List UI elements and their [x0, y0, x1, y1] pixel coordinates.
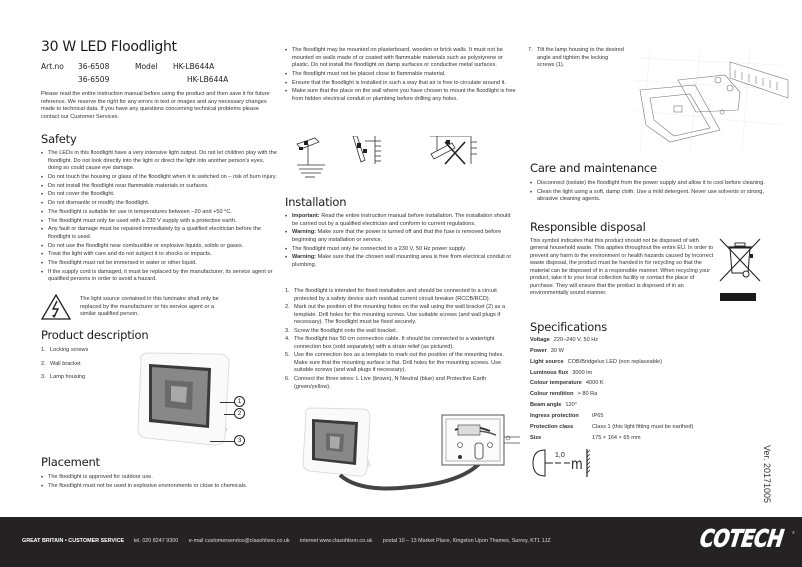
- spec-row: Size 175 × 164 × 65 mm: [530, 434, 641, 441]
- installation-warning: • The floodlight must only be connected to a 230 V, 50 Hz power supply.: [285, 246, 517, 254]
- safety-item: • The floodlight must not be immersed in water or other liquid.: [41, 260, 279, 268]
- registered-mark: ®: [792, 530, 795, 535]
- spec-row: Colour temperature 4000 K: [530, 380, 604, 387]
- mounting-item: • The floodlight may be mounted on plasterboard, wooden or brick walls. It must not be mounted on walls made of or coated with flammable materials such as polystyrene or plastic. Do not install the floodlight on damp surfaces or conductive metal surfaces.: [285, 47, 517, 70]
- mounting-list: [285, 47, 517, 105]
- installation-step: 5. Use the connection box as a template to mark out the position of the mounting holes. Make sure that the mounting surface is flat. Drill holes for the mounting screws. Use suitable screws (and wall plugs if necessary).: [285, 352, 504, 374]
- safety-item: • Do not use the floodlight near combustible or explosive liquids, solids or gases.: [41, 243, 279, 251]
- installation-step: 1. The floodlight is intended for fixed installation and should be connected to a circuit protected by a safety device such residual current circuit breaker (RCCB/RCD).: [285, 288, 497, 302]
- model-2: HK-LB644A: [187, 75, 229, 84]
- installation-step: 2. Mark out the position of the mounting holes on the wall using the wall bracket (2) as a template. Drill holes for the mounting screws. Use suitable screws (and wall plugs if necessary). The floodlight must be fixed securely.: [285, 304, 506, 326]
- disposal-heading: Responsible disposal: [530, 220, 646, 234]
- weee-bin-icon: [718, 237, 762, 283]
- part-item: 2. Wall bracket: [41, 360, 81, 367]
- safety-item: • Treat the light with care and do not subject it to shocks or impacts.: [41, 251, 279, 259]
- safety-item: • If the supply cord is damaged, it must be replaced by the manufacturer, its service agent or qualified persons in order to avoid a hazard.: [41, 269, 279, 284]
- disposal-text: This symbol indicates that this product should not be disposed of with general household waste. This applies throughout the entire EU. In order to prevent any harm to the environment or health hazards caused by incorrect waste disposal, the product must be handed in for recycling so that the material can be disposed of in a responsible manner. When recycling your product, take it to your local collection facility or contact the place of purchase. They will ensure that the product is disposed of in an environmentally sound manner.: [530, 238, 714, 296]
- spec-row: Protection class Class 1 (this light fitting must be earthed): [530, 423, 694, 430]
- safety-item: • Do not install the floodlight near flammable materials or surfaces.: [41, 183, 279, 191]
- installation-step: 7. Tilt the lamp housing to the desired angle and tighten the locking screws (1).: [528, 47, 624, 69]
- mounting-item: • Ensure that the floodlight is installed in such a way that air is free to circulate around it.: [285, 80, 517, 88]
- part-item: 1. Locking screws: [41, 347, 89, 353]
- safety-item: • Any fault or damage must be repaired immediately by a qualified electrician before the floodlight is used.: [41, 226, 279, 241]
- product-description-heading: Product description: [41, 328, 149, 342]
- spec-row: Voltage 220–240 V, 50 Hz: [530, 337, 599, 343]
- mounting-diagrams: [295, 136, 490, 181]
- footer: [0, 517, 802, 567]
- spec-row: Light source COB/Bridgelux LED (non replaceable): [530, 358, 663, 365]
- mounting-item: • Make sure that the place on the wall where you have chosen to mount the floodlight is free from hidden electrical conduit or plumbing before drilling any holes.: [285, 88, 517, 103]
- installation-step: 3. Screw the floodlight onto the wall bracket.: [285, 327, 398, 334]
- phone-number[interactable]: tel. 020 8247 9300: [133, 538, 179, 544]
- light-source-warning: The light source contained in this luminaire shall only be replaced by the manufacturer or his service agent or a similar qualified person.: [80, 296, 219, 318]
- weee-bar: [720, 293, 756, 301]
- spec-row: Luminous flux 3000 lm: [530, 369, 593, 376]
- safety-item: • The floodlight must only be used with a 230 V supply with a protective earth.: [41, 218, 279, 226]
- electrical-hazard-icon: [41, 294, 71, 320]
- safety-heading: Safety: [41, 132, 77, 146]
- safety-item: • Do not touch the housing or glass of the floodlight when it is switched on – risk of burn injury.: [41, 174, 279, 182]
- part-item: 3. Lamp housing: [41, 374, 86, 381]
- placement-item: • The floodlight is approved for outdoor use.: [41, 474, 281, 482]
- installation-warning: • Important: Read the entire instruction manual before installation. The installation should be carried out by a qualified electrician and conform to current regulations.: [285, 213, 517, 228]
- spec-row: Ingress protection IP65: [530, 412, 604, 419]
- callout-1: 1: [234, 396, 245, 407]
- placement-item: • The floodlight must not be used in explosive environments or close to chemicals.: [41, 483, 281, 491]
- callout-2: 2: [234, 408, 245, 419]
- website-link[interactable]: internet www.clasohlson.co.uk: [300, 538, 373, 544]
- model-1: HK-LB644A: [173, 62, 215, 71]
- distance-value: 1,0: [555, 452, 565, 459]
- placement-list: [41, 474, 281, 491]
- safety-list: [41, 150, 279, 285]
- art-number-2: 36-6509: [78, 75, 110, 84]
- installation-warning: • Warning: Make sure that the chosen wall mounting area is free from electrical conduit or plumbing.: [285, 254, 517, 269]
- installation-steps: [285, 288, 519, 392]
- distance-unit: m: [571, 455, 583, 473]
- intro-text: Please read the entire instruction manual before using the product and then save it for future reference. We reserve the right for any errors in text or images and any necessary changes made to technical data. If you have any questions concerning technical problems please contact our Customer Services.: [41, 91, 270, 120]
- safety-item: • The floodlight is suitable for use in temperatures between –20 and +50 °C.: [41, 209, 279, 217]
- specifications-table: [530, 337, 770, 445]
- art-label: Art.no: [41, 62, 64, 71]
- spec-row: Beam angle 120°: [530, 402, 577, 409]
- care-heading: Care and maintenance: [530, 161, 657, 175]
- product-parts-list: [41, 347, 121, 383]
- postal-address: postal 10 – 13 Market Place, Kingston Upon Thames, Surrey, KT1 1JZ: [382, 538, 551, 544]
- care-item: • Disconnect (isolate) the floodlight from the power supply and allow it to cool before cleaning.: [530, 180, 780, 188]
- minimum-distance-icon: [531, 447, 591, 481]
- callout-3: 3: [234, 435, 245, 446]
- installation-step: 6. Connect the three wires: L Live (brown), N Neutral (blue) and Protective Earth (green/yellow).: [285, 376, 487, 390]
- care-item: • Clean the light using a soft, damp cloth. Use a mild detergent. Never use solvents or strong, abrasive cleaning agents.: [530, 189, 780, 204]
- safety-item: • The LEDs in this floodlight have a very intensive light output. Do not let children play with the floodlight. Do not look directly into the light or direct the light into another person's eyes, doing so could cause eye damage.: [41, 150, 279, 173]
- page-title: 30 W LED Floodlight: [41, 39, 177, 55]
- floodlight-illustration: [135, 350, 235, 450]
- model-label: Model: [135, 62, 158, 71]
- safety-item: • Do not cover the floodlight.: [41, 191, 279, 199]
- region-label: GREAT BRITAIN • CUSTOMER SERVICE: [22, 538, 125, 544]
- installation-step-7: [528, 47, 624, 71]
- art-number-1: 36-6508: [78, 62, 110, 71]
- customer-service-info: [22, 538, 560, 545]
- spec-row: Colour rendition > 80 Ra: [530, 391, 598, 398]
- installation-heading: Installation: [285, 195, 347, 209]
- email-address[interactable]: e-mail customerservice@clasohlson.co.uk: [188, 538, 290, 544]
- placement-heading: Placement: [41, 455, 100, 469]
- installation-warning: • Warning: Make sure that the power is turned off and that the fuse is removed before beginning any installation or service.: [285, 229, 517, 244]
- mounting-item: • The floodlight must not be placed close to flammable material.: [285, 71, 517, 79]
- cotech-logo: COTECH: [698, 525, 785, 553]
- installation-warnings: [285, 213, 517, 271]
- wiring-illustration: [300, 405, 520, 495]
- version-label: Ver. 20171005: [762, 445, 772, 504]
- article-info: [41, 62, 281, 86]
- tilt-illustration: [630, 50, 790, 150]
- installation-step: 4. The floodlight has 50 cm connection cable. It should be connected to a watertight connection box (sold separately) with a strain relief (as pictured).: [285, 336, 495, 350]
- spec-row: Power 30 W: [530, 347, 564, 354]
- care-list: [530, 180, 780, 205]
- safety-item: • Do not dismantle or modify the floodlight.: [41, 200, 279, 208]
- specifications-heading: Specifications: [530, 320, 608, 334]
